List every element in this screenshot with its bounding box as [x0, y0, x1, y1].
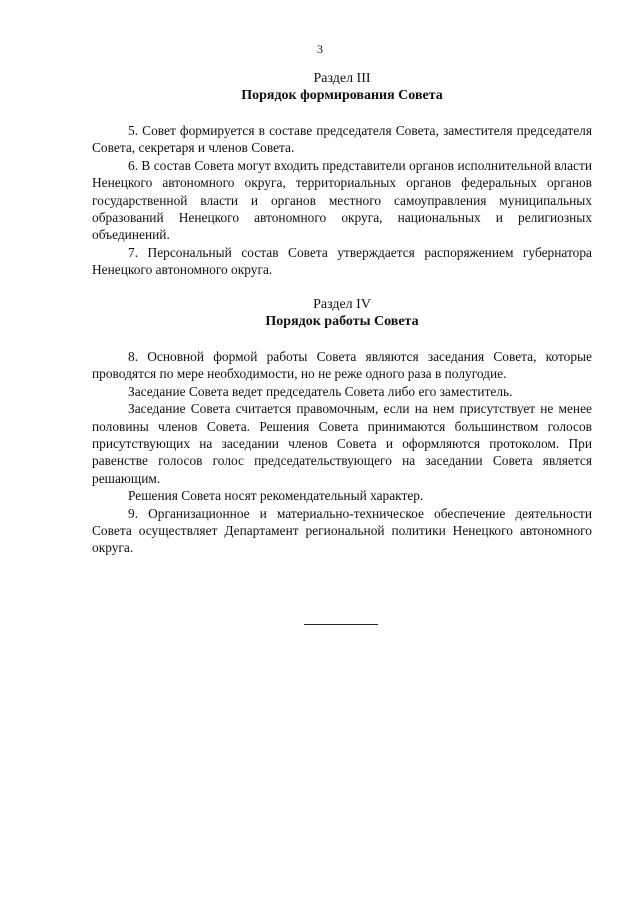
paragraph-8-chair: Заседание Совета ведет председатель Совета либо его заместитель. — [128, 383, 513, 399]
section-3-subtitle: Порядок формирования Совета — [241, 88, 443, 103]
paragraph-8: 8. Основной формой работы Совета являются заседания Совета, которые проводятся по мере необходимости, но не реже одного раза в полугодие. — [92, 349, 592, 382]
section-3-title: Раздел III — [313, 71, 371, 86]
paragraph-5: 5. Совет формируется в составе председателя Совета, заместителя председателя Совета, секретаря и членов Совета. — [92, 123, 592, 156]
page-number: 3 — [317, 42, 323, 56]
section-3 — [92, 70, 592, 279]
section-4-subtitle: Порядок работы Совета — [265, 314, 419, 329]
section-4 — [92, 296, 592, 557]
paragraph-9: 9. Организационное и материально-техническое обеспечение деятельности Совета осуществляет Департамент региональной политики Ненецкого автономного округа. — [92, 505, 592, 556]
paragraph-7: 7. Персональный состав Совета утверждается распоряжением губернатора Ненецкого автономного округа. — [92, 244, 592, 278]
paragraph-6: 6. В состав Совета могут входить представители органов исполнительной власти Ненецкого автономного округа, территориальных органов федеральных органов государственной власти и органов местного самоуправления муниципальных образований Ненецкого автономного округа, национальных и религиозных объединений. — [92, 157, 592, 243]
paragraph-8-advisory: Решения Совета носят рекомендательный характер. — [128, 488, 424, 504]
paragraph-8-quorum: Заседание Совета считается правомочным, если на нем присутствует не менее половины членов Совета. Решения Совета принимаются большинством голосов присутствующих на заседании членов Совета и оформляются протоколом. При равенстве голосов голос председательствующего на заседании Совета является решающим. — [92, 401, 592, 486]
section-4-title: Раздел IV — [313, 297, 371, 312]
end-divider — [304, 624, 378, 625]
